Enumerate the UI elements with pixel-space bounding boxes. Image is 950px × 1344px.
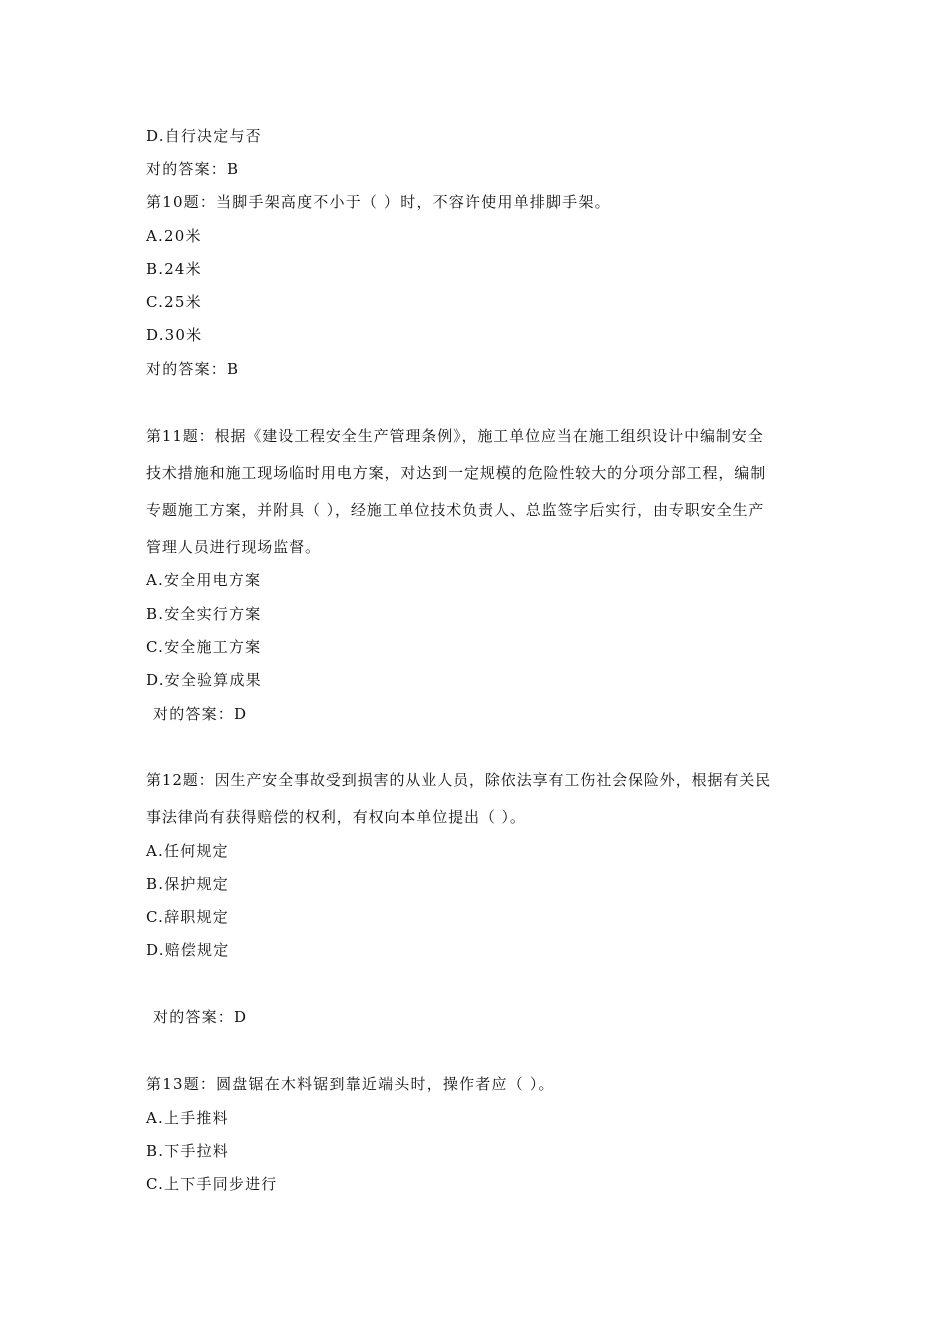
answer-line: 对的答案：D	[153, 1008, 248, 1026]
option-line: C.辞职规定	[146, 908, 229, 926]
option-line: A.20米	[146, 227, 202, 245]
answer-line: 对的答案：D	[153, 705, 248, 723]
question-12-line: 第12题：因生产安全事故受到损害的从业人员，除依法享有工伤社会保险外，根据有关民	[146, 771, 772, 789]
option-line: D.赔偿规定	[146, 941, 230, 959]
option-line: B.保护规定	[146, 875, 229, 893]
option-line: B.24米	[146, 260, 202, 278]
question-12-line: 事法律尚有获得赔偿的权利，有权向本单位提出（ ）。	[146, 808, 526, 826]
answer-line: 对的答案：B	[146, 360, 240, 378]
option-line: D.自行决定与否	[146, 127, 262, 145]
option-line: D.30米	[146, 326, 203, 344]
option-line: C.25米	[146, 293, 202, 311]
question-10: 第10题：当脚手架高度不小于（ ）时，不容许使用单排脚手架。	[146, 193, 611, 211]
option-line: B.安全实行方案	[146, 605, 262, 623]
option-line: A.安全用电方案	[146, 571, 262, 589]
option-line: A.上手推料	[146, 1109, 229, 1127]
question-13: 第13题：圆盘锯在木料锯到靠近端头时，操作者应（ ）。	[146, 1075, 555, 1093]
question-11-line: 第11题：根据《建设工程安全生产管理条例》，施工单位应当在施工组织设计中编制安全	[146, 427, 764, 445]
option-line: C.上下手同步进行	[146, 1175, 278, 1193]
question-11-line: 专题施工方案，并附具（ ），经施工单位技术负责人、总监签字后实行，由专职安全生产	[146, 501, 765, 519]
option-line: A.任何规定	[146, 842, 229, 860]
option-line: C.安全施工方案	[146, 638, 262, 656]
option-line: B.下手拉料	[146, 1142, 229, 1160]
option-line: D.安全验算成果	[146, 671, 262, 689]
question-11-line: 管理人员进行现场监督。	[146, 538, 321, 556]
question-11-line: 技术措施和施工现场临时用电方案，对达到一定规模的危险性较大的分项分部工程，编制	[146, 464, 767, 482]
answer-line: 对的答案：B	[146, 160, 240, 178]
